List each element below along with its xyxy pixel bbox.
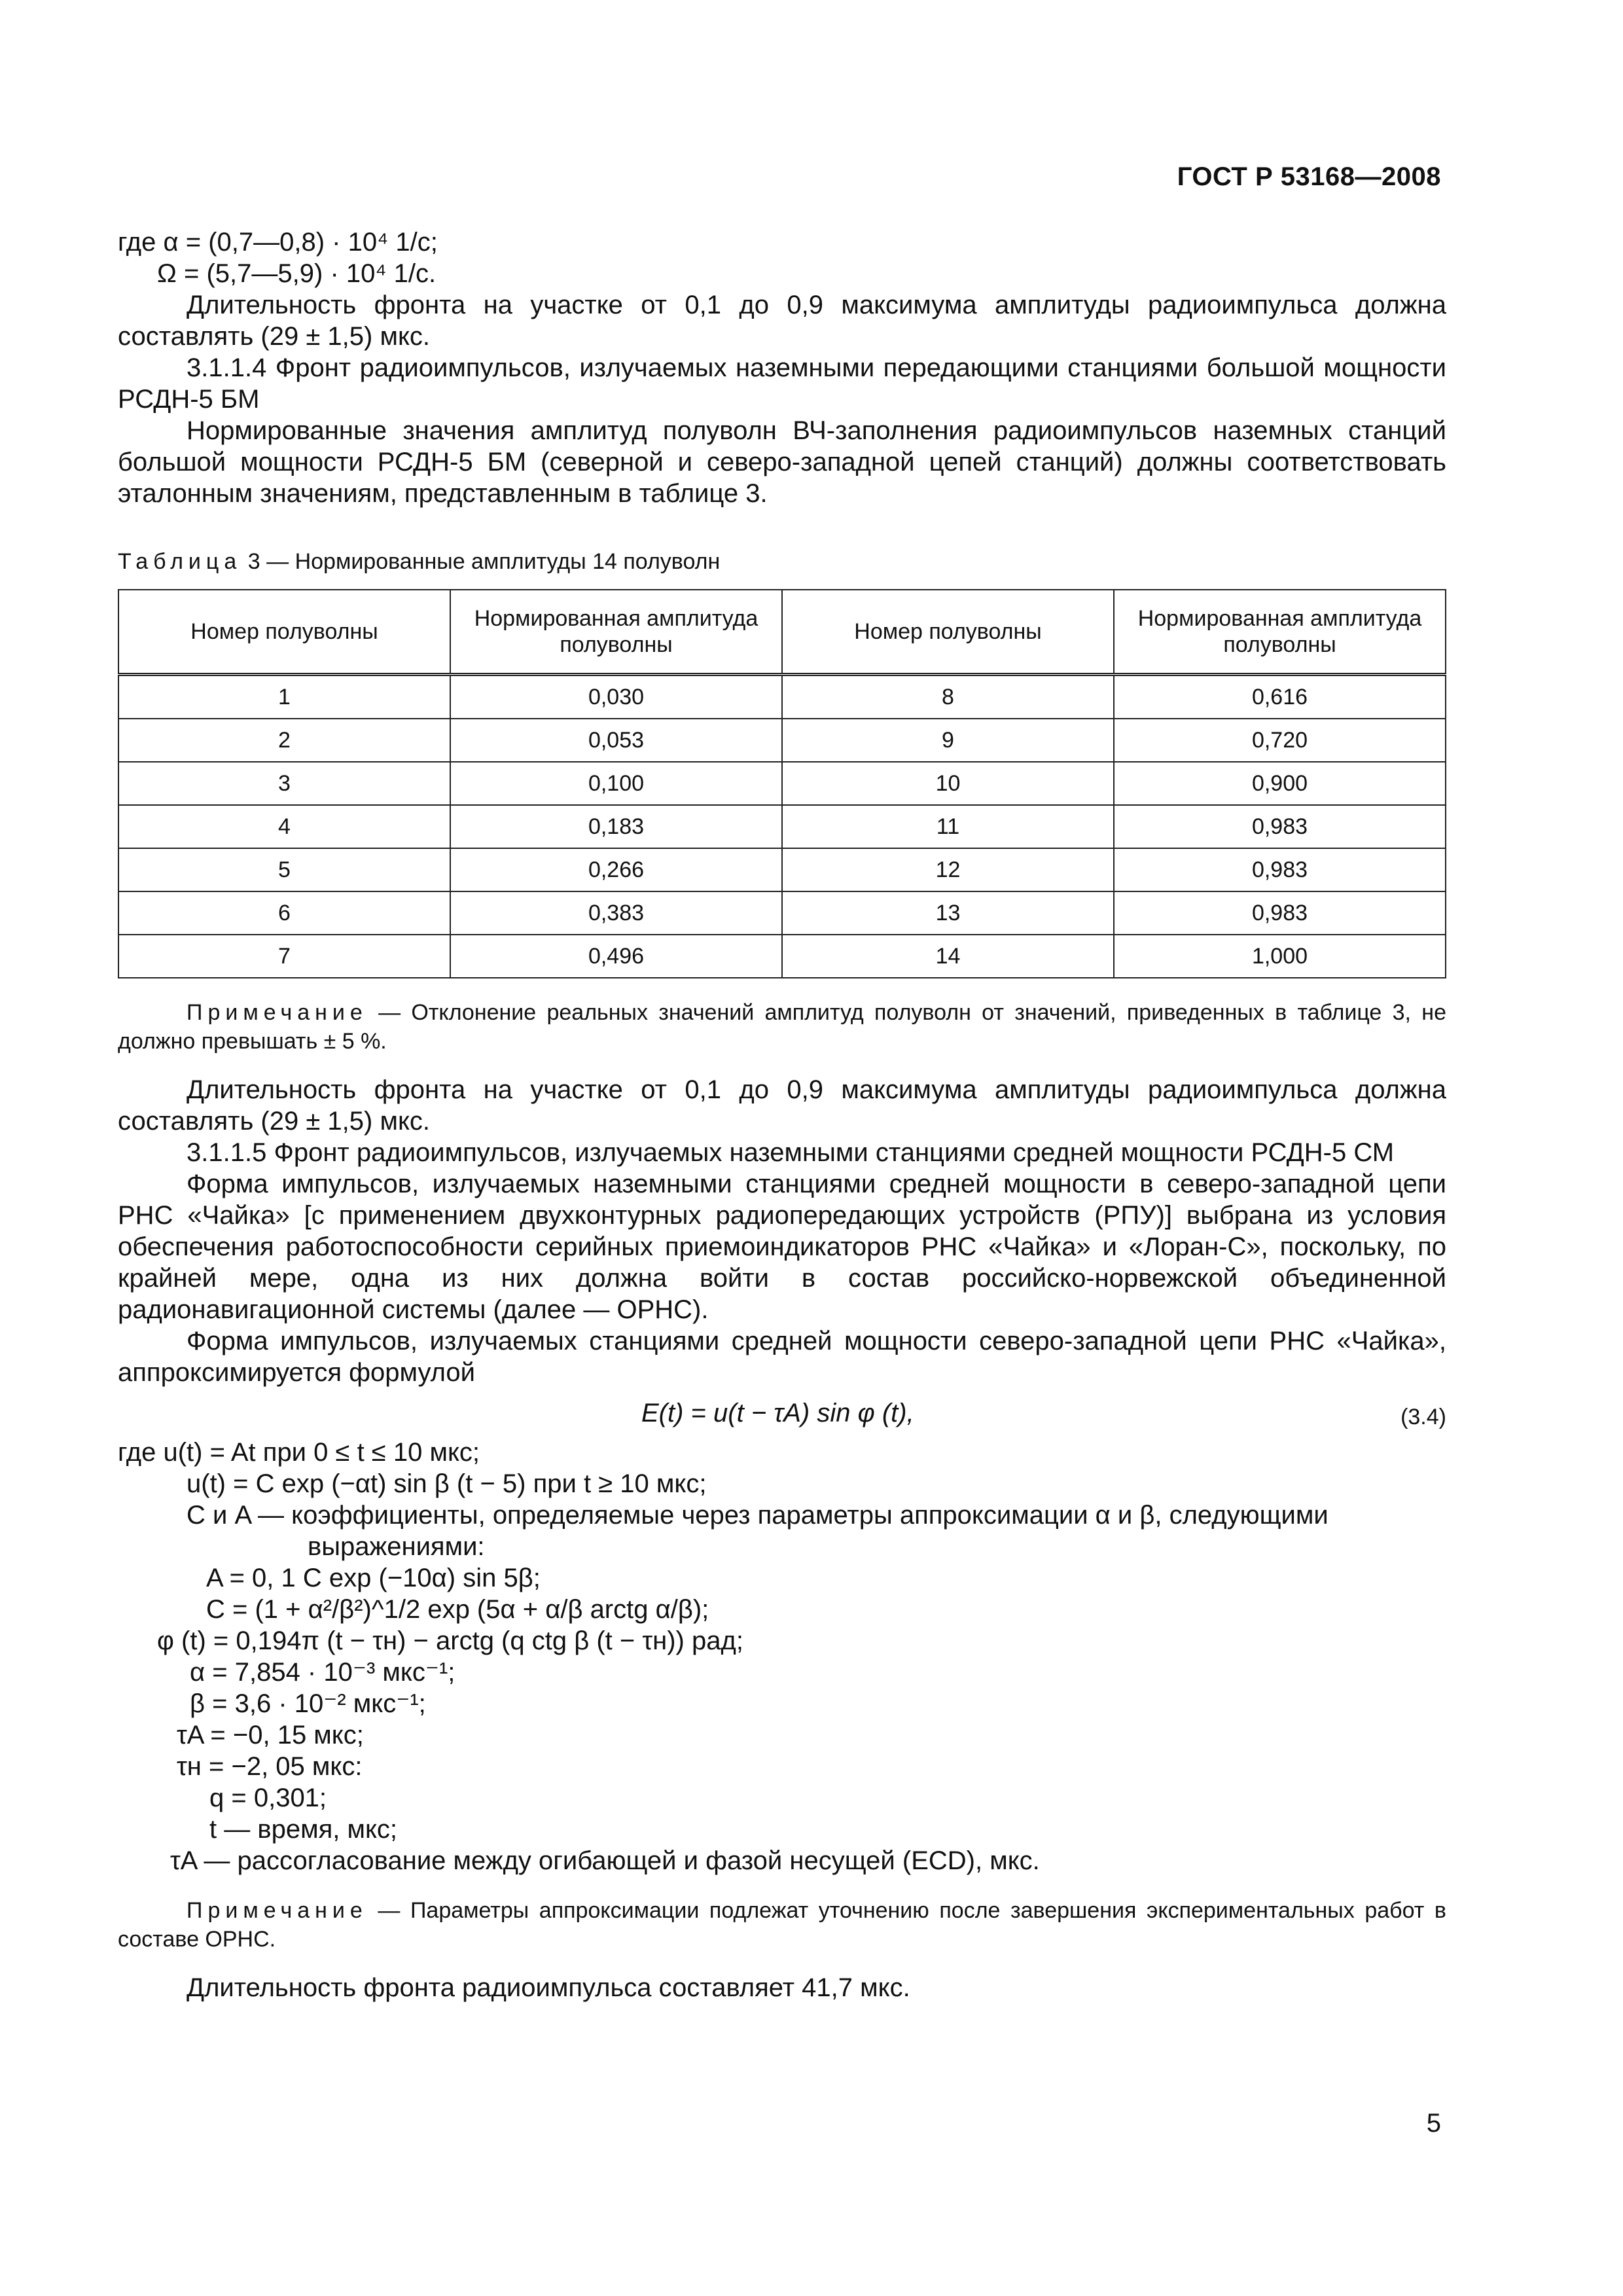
table-cell: 6 — [118, 891, 450, 935]
table-cell: 13 — [782, 891, 1114, 935]
page-number: 5 — [1426, 2109, 1441, 2138]
table-cell: 0,266 — [450, 848, 782, 891]
where-line: C и A — коэффициенты, определяемые через параметры аппроксимации α и β, следующими выражениями: — [187, 1501, 1329, 1561]
table-cell: 8 — [782, 675, 1114, 719]
formula-number: (3.4) — [1400, 1405, 1446, 1429]
table-row — [118, 848, 1446, 891]
table-row — [118, 675, 1446, 719]
table-3-caption — [118, 548, 1446, 575]
formula-3-4 — [118, 1395, 1446, 1431]
table-cell: 0,496 — [450, 935, 782, 978]
approximation-note — [118, 1896, 1446, 1954]
where-line: φ (t) = 0,194π (t − τн) − arctg (q ctg β (t − τн)) рад; — [157, 1626, 743, 1655]
table-cell: 10 — [782, 762, 1114, 805]
where-line: A = 0, 1 C exp (−10α) sin 5β; — [206, 1564, 541, 1592]
section-3114-heading: 3.1.1.4 Фронт радиоимпульсов, излучаемых наземными передающими станциями большой мощности РСДН-5 БМ — [118, 353, 1446, 414]
header-cell: Номер полуволны — [782, 590, 1114, 675]
table-cell: 0,030 — [450, 675, 782, 719]
table-header-row — [118, 590, 1446, 675]
table-cell: 4 — [118, 805, 450, 848]
table-cell: 11 — [782, 805, 1114, 848]
table-cell: 0,720 — [1114, 719, 1446, 762]
table-cell: 14 — [782, 935, 1114, 978]
note-label: Примечание — [187, 1898, 368, 1923]
table-cell: 1,000 — [1114, 935, 1446, 978]
table-cell: 0,183 — [450, 805, 782, 848]
where-line: t — время, мкс; — [209, 1815, 398, 1844]
table-cell: 0,383 — [450, 891, 782, 935]
table-3 — [118, 589, 1446, 978]
table-caption-text: 3 — Нормированные амплитуды 14 полуволн — [247, 549, 721, 574]
section-3115-heading: 3.1.1.5 Фронт радиоимпульсов, излучаемых наземными станциями средней мощности РСДН-5 СМ — [187, 1138, 1395, 1167]
table-cell: 0,983 — [1114, 848, 1446, 891]
note-text: — Отклонение реальных значений амплитуд полуволн от значений, приведенных в таблице 3, не должно превышать ± 5 %. — [118, 1000, 1446, 1054]
table-cell: 12 — [782, 848, 1114, 891]
table-row — [118, 762, 1446, 805]
table-cell: 2 — [118, 719, 450, 762]
table-cell: 0,983 — [1114, 805, 1446, 848]
header-cell: Нормированная амплитуда полуволны — [1114, 590, 1446, 675]
section-3115-paragraph-1: Форма импульсов, излучаемых наземными станциями средней мощности в северо-западной цепи РНС «Чайка» [с применением двухконтурных радиопередающих устройств (РПУ)] выбрана из условия обеспечения работоспособности серийных приемоиндикаторов РНС «Чайка» и «Лоран-С», поскольку, по крайней мере, одна из них должна войти в состав российско-норвежской объединенной радионавигационной системы (далее — ОРНС). — [118, 1170, 1446, 1324]
page-content — [118, 226, 1446, 2003]
note-text: — Параметры аппроксимации подлежат уточнению после завершения экспериментальных работ в составе ОРНС. — [118, 1898, 1446, 1952]
where-line: q = 0,301; — [209, 1784, 327, 1812]
table-caption-label: Таблица — [118, 549, 242, 574]
table-cell: 1 — [118, 675, 450, 719]
where-line: τA — рассогласование между огибающей и фазой несущей (ECD), мкс. — [170, 1846, 1040, 1875]
where-line: β = 3,6 · 10⁻² мкс⁻¹; — [190, 1689, 426, 1718]
table-cell: 5 — [118, 848, 450, 891]
section-3115-paragraph-2: Форма импульсов, излучаемых станциями средней мощности северо-западной цепи РНС «Чайка», аппроксимируется формулой — [118, 1327, 1446, 1387]
omega-definition: Ω = (5,7—5,9) · 10⁴ 1/с. — [157, 259, 437, 288]
table-cell: 0,053 — [450, 719, 782, 762]
table-cell: 0,900 — [1114, 762, 1446, 805]
where-line: где u(t) = At при 0 ≤ t ≤ 10 мкс; — [118, 1438, 480, 1467]
table-cell: 3 — [118, 762, 450, 805]
table-cell: 0,616 — [1114, 675, 1446, 719]
where-line: C = (1 + α²/β²)^1/2 exp (5α + α/β arctg α/β); — [206, 1595, 709, 1624]
alpha-definition: где α = (0,7—0,8) · 10⁴ 1/с; — [118, 228, 438, 257]
front-duration-paragraph: Длительность фронта на участке от 0,1 до 0,9 максимума амплитуды радиоимпульса должна составлять (29 ± 1,5) мкс. — [118, 291, 1446, 351]
table-cell: 9 — [782, 719, 1114, 762]
where-line: α = 7,854 · 10⁻³ мкс⁻¹; — [190, 1658, 455, 1687]
table-cell: 7 — [118, 935, 450, 978]
section-3114-paragraph: Нормированные значения амплитуд полуволн ВЧ-заполнения радиоимпульсов наземных станций большой мощности РСДН-5 БМ (северной и северо-западной цепей станций) должны соответствовать эталонным значениям, представленным в таблице 3. — [118, 416, 1446, 508]
where-line: τA = −0, 15 мкс; — [177, 1721, 364, 1749]
table-row — [118, 935, 1446, 978]
where-line: τн = −2, 05 мкс: — [177, 1752, 363, 1781]
final-front-duration: Длительность фронта радиоимпульса составляет 41,7 мкс. — [187, 1973, 910, 2002]
table-cell: 0,983 — [1114, 891, 1446, 935]
document-code-header: ГОСТ Р 53168—2008 — [1177, 162, 1441, 191]
table-cell: 0,100 — [450, 762, 782, 805]
note-label: Примечание — [187, 1000, 368, 1025]
where-line: u(t) = C exp (−αt) sin β (t − 5) при t ≥ 10 мкс; — [187, 1469, 707, 1498]
formula-expression: E(t) = u(t − τA) sin φ (t), — [641, 1399, 914, 1427]
table-3-note — [118, 998, 1446, 1056]
header-cell: Нормированная амплитуда полуволны — [450, 590, 782, 675]
table-row — [118, 719, 1446, 762]
table-row — [118, 805, 1446, 848]
table-row — [118, 891, 1446, 935]
front-duration-paragraph-2: Длительность фронта на участке от 0,1 до 0,9 максимума амплитуды радиоимпульса должна составлять (29 ± 1,5) мкс. — [118, 1075, 1446, 1136]
header-cell: Номер полуволны — [118, 590, 450, 675]
